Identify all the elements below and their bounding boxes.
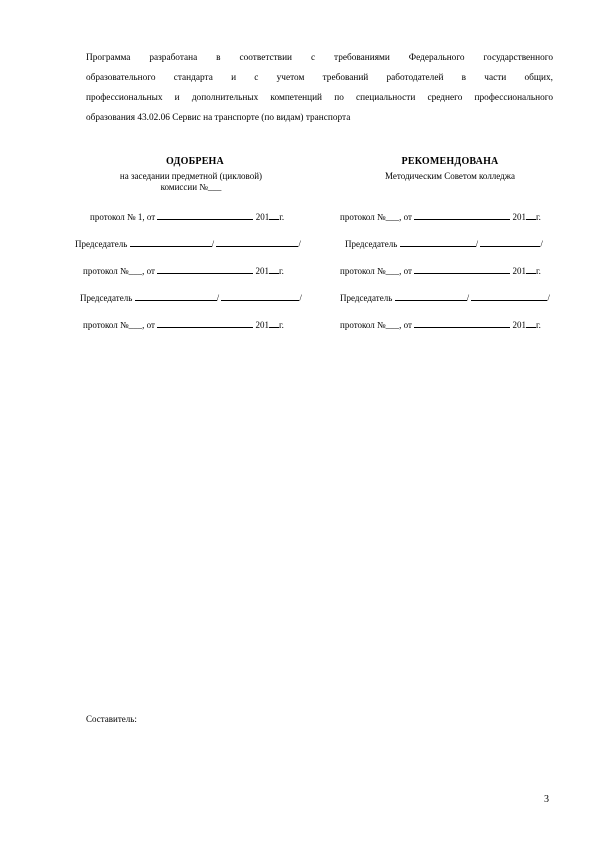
chair-label: Председатель <box>80 293 133 303</box>
protocol-label: протокол №___, от <box>340 320 412 330</box>
left-subtitle <box>66 171 316 193</box>
chair-label: Председатель <box>340 293 393 303</box>
separator: / <box>475 239 479 249</box>
year-suffix: г. <box>535 266 541 276</box>
intro-line: образовательного стандарта и с учетом требований работодателей в части общих, <box>86 73 553 83</box>
name-blank <box>471 291 547 301</box>
separator: / <box>547 293 550 303</box>
separator: / <box>299 293 302 303</box>
protocol-label: протокол № 1, от <box>90 212 156 222</box>
year-label: 201 <box>255 320 269 330</box>
signature-blank <box>130 237 212 247</box>
left-protocol-row-1 <box>90 210 284 222</box>
year-label: 201 <box>512 212 526 222</box>
right-chair-row-2 <box>340 291 550 303</box>
year-label: 201 <box>255 266 269 276</box>
date-blank <box>414 210 510 220</box>
signature-blank <box>395 291 467 301</box>
right-subtitle <box>330 171 570 182</box>
signature-blank <box>135 291 217 301</box>
protocol-label: протокол №___, от <box>340 212 412 222</box>
separator: / <box>216 293 220 303</box>
left-subtitle-line2: комиссии №___ <box>160 182 222 192</box>
year-label: 201 <box>255 212 270 222</box>
left-chair-row-2 <box>80 291 302 303</box>
left-subtitle-line1: на заседании предметной (цикловой) <box>119 171 263 181</box>
date-blank <box>414 264 510 274</box>
intro-paragraph <box>86 48 553 128</box>
year-label: 201 <box>512 320 526 330</box>
name-blank <box>221 291 299 301</box>
page-number: 3 <box>544 794 549 805</box>
protocol-label: протокол №___, от <box>83 266 155 276</box>
right-protocol-row-2 <box>340 264 541 276</box>
date-blank <box>157 210 253 220</box>
year-suffix: г. <box>278 266 284 276</box>
left-protocol-row-2 <box>83 264 284 276</box>
right-chair-row-1 <box>345 237 543 249</box>
left-protocol-row-3 <box>83 318 284 330</box>
date-blank <box>414 318 510 328</box>
author-label: Составитель: <box>86 714 137 724</box>
chair-label: Председатель <box>75 239 128 249</box>
left-chair-row-1 <box>75 237 301 249</box>
year-blank <box>269 318 279 328</box>
separator: / <box>540 239 543 249</box>
name-blank <box>480 237 540 247</box>
right-protocol-row-1 <box>340 210 541 222</box>
separator: / <box>466 293 470 303</box>
date-blank <box>157 318 253 328</box>
year-blank <box>526 264 536 274</box>
year-label: 201 <box>512 266 526 276</box>
date-blank <box>157 264 253 274</box>
intro-line: образования 43.02.06 Сервис на транспорте (по видам) транспорта <box>86 113 351 123</box>
chair-label: Председатель <box>345 239 398 249</box>
intro-line: Программа разработана в соответствии с требованиями Федерального государственного <box>86 53 553 63</box>
protocol-label: протокол №___, от <box>83 320 155 330</box>
year-blank <box>526 318 536 328</box>
separator: / <box>211 239 215 249</box>
right-title: РЕКОМЕНДОВАНА <box>401 156 499 167</box>
year-blank <box>526 210 536 220</box>
left-title: ОДОБРЕНА <box>166 156 224 167</box>
intro-line: профессиональных и дополнительных компетенций по специальности среднего профессионального <box>86 93 553 103</box>
year-suffix: г. <box>535 320 541 330</box>
right-protocol-row-3 <box>340 318 541 330</box>
year-suffix: г. <box>279 212 285 222</box>
year-blank <box>269 210 279 220</box>
right-subtitle-line1: Методическим Советом колледжа <box>385 171 515 181</box>
protocol-label: протокол №___, от <box>340 266 412 276</box>
year-suffix: г. <box>278 320 284 330</box>
year-blank <box>269 264 279 274</box>
year-suffix: г. <box>535 212 541 222</box>
name-blank <box>216 237 298 247</box>
separator: / <box>298 239 301 249</box>
signature-blank <box>400 237 476 247</box>
